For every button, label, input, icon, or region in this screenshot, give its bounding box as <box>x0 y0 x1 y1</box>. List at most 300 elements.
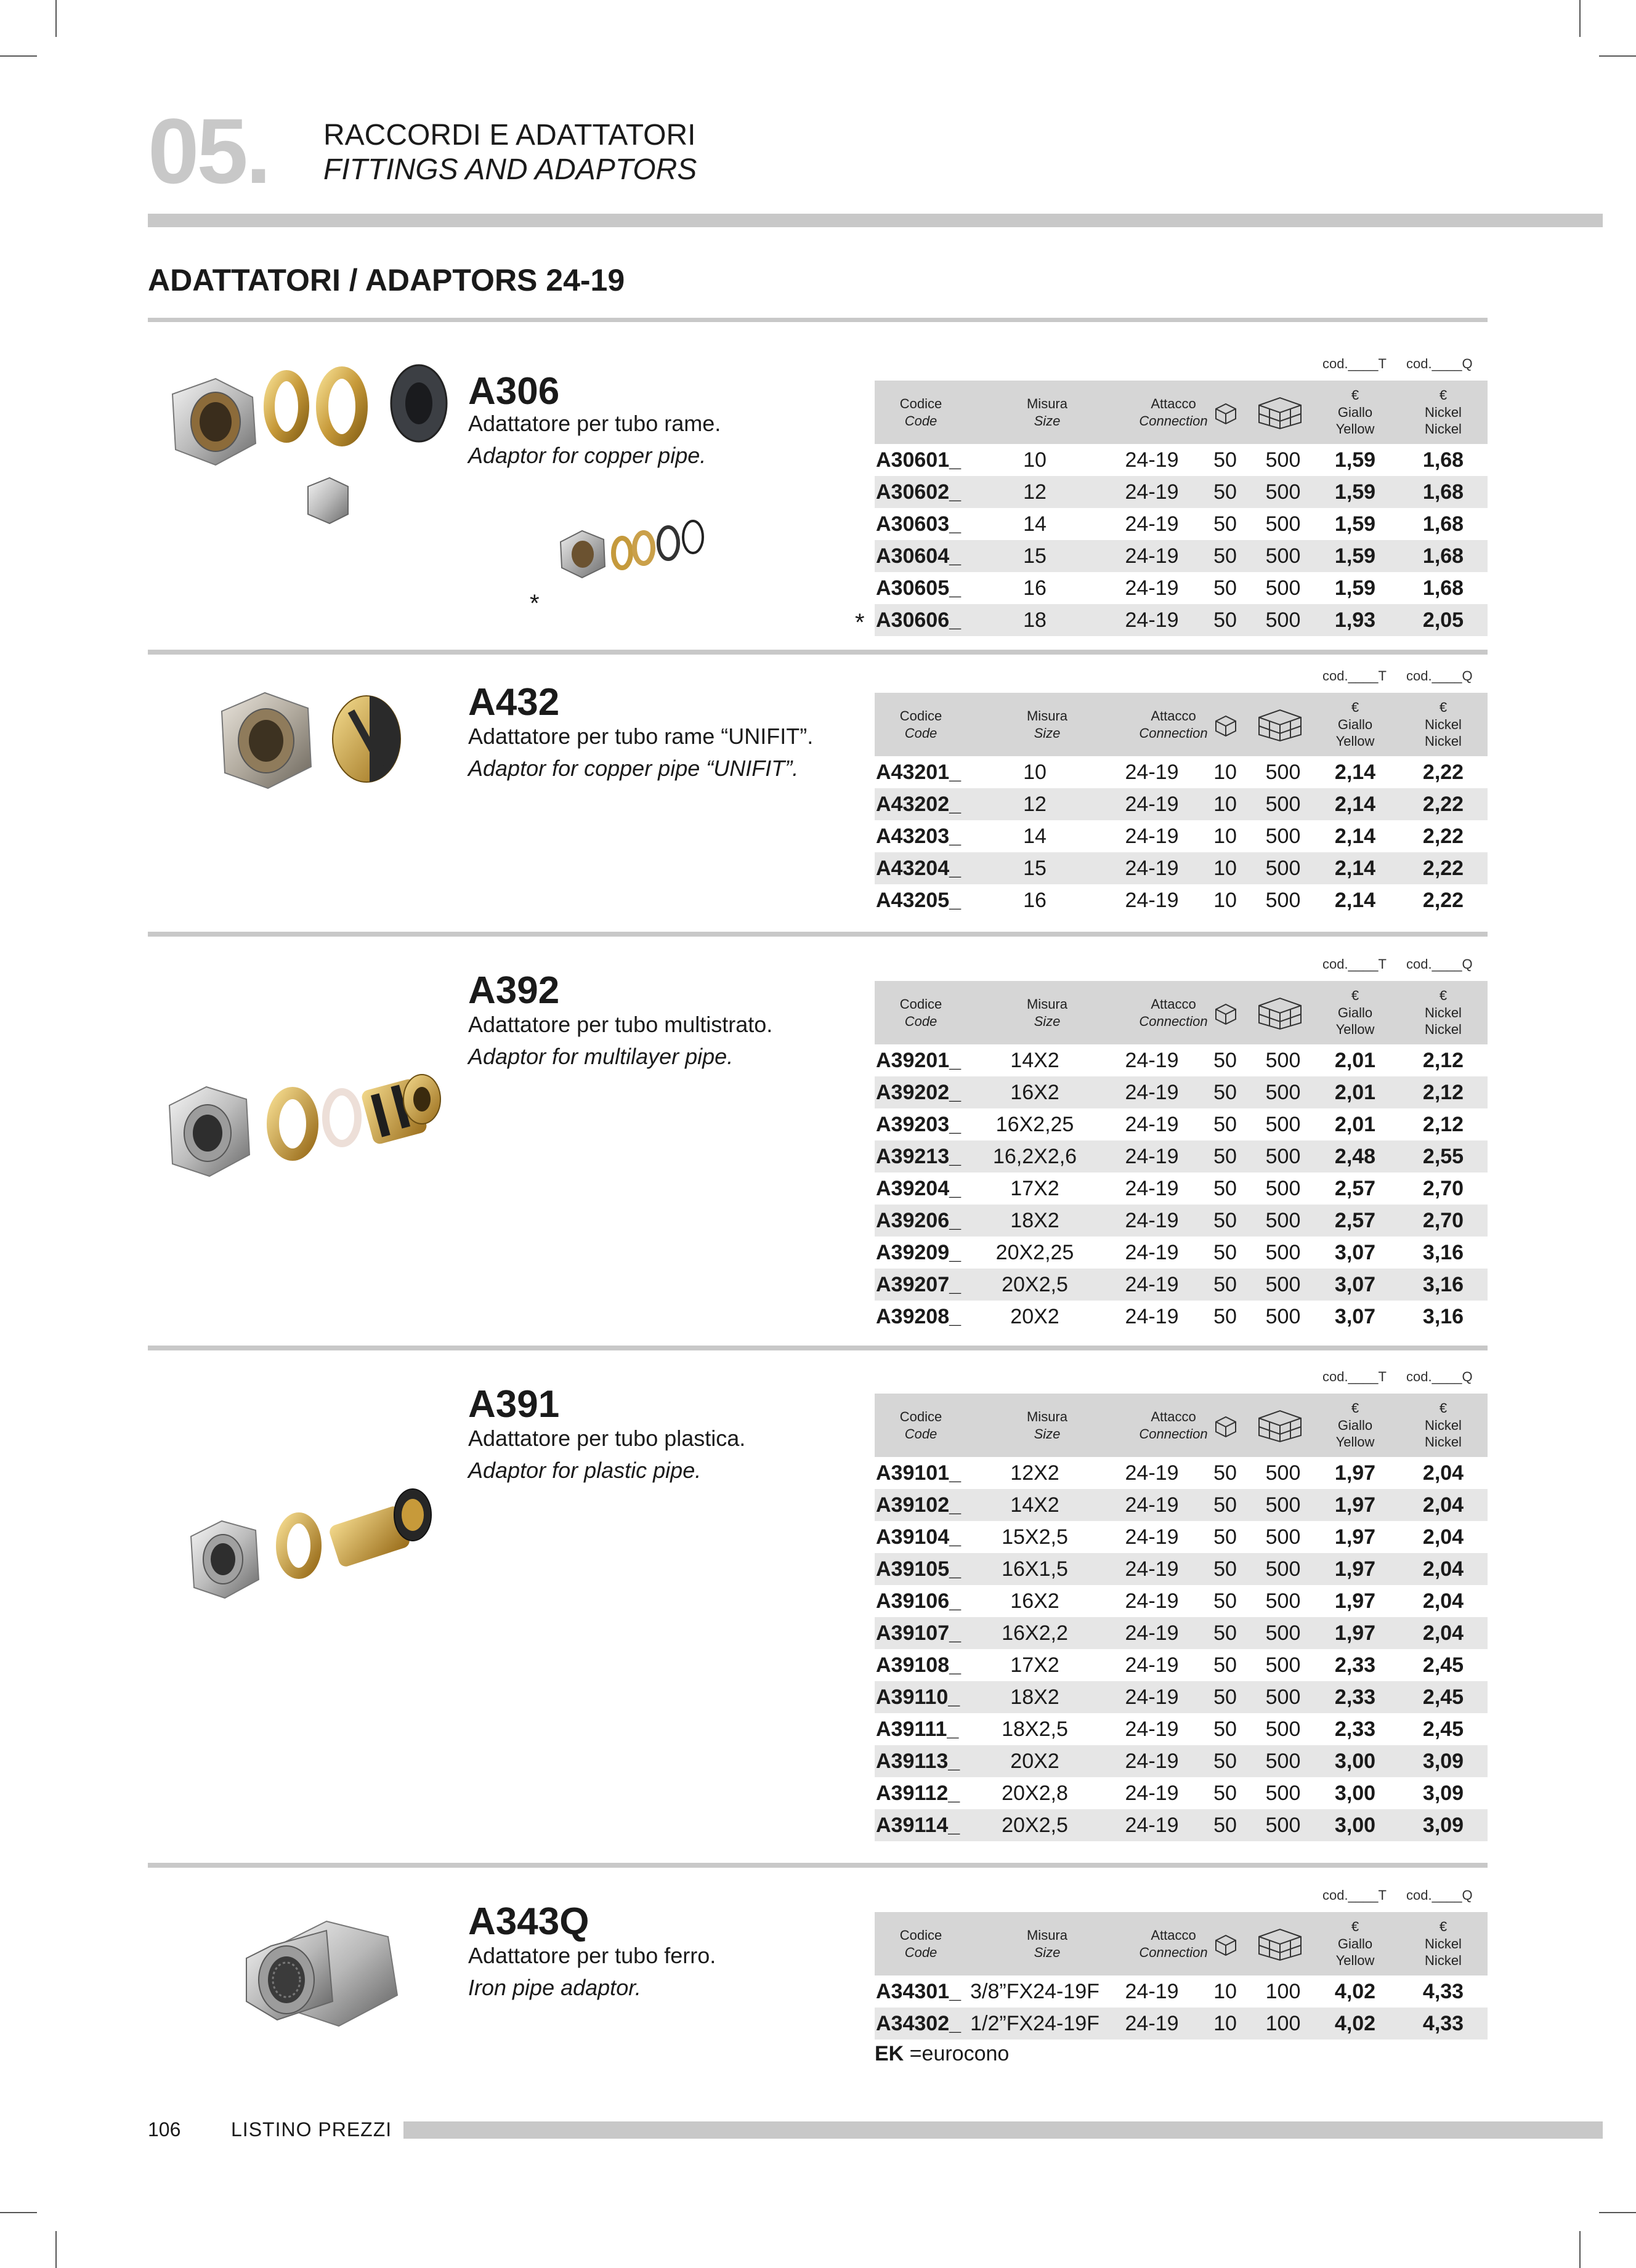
connection-cell: 24-19 <box>1125 1049 1179 1072</box>
a306-small-image <box>554 499 739 597</box>
table-row <box>875 572 1488 604</box>
large-pack-qty-cell: 500 <box>1265 1717 1301 1741</box>
table-row <box>875 1044 1488 1076</box>
crop-mark <box>55 2231 57 2268</box>
header-text: € <box>1351 988 1359 1004</box>
table-row <box>875 756 1488 788</box>
header-text: Code <box>904 725 937 741</box>
size-cell: 18X2,5 <box>1002 1717 1068 1741</box>
product-item-code: A34302_ <box>876 2012 962 2035</box>
price-yellow-cell: 1,59 <box>1334 512 1376 536</box>
price-yellow-cell: 2,01 <box>1334 1049 1376 1072</box>
table-row <box>875 1777 1488 1809</box>
price-nickel-cell: 3,16 <box>1422 1241 1464 1264</box>
price-nickel-cell: 2,22 <box>1422 793 1464 816</box>
price-yellow-cell: 1,97 <box>1334 1589 1376 1613</box>
price-nickel-cell: 3,09 <box>1422 1814 1464 1837</box>
price-yellow-cell: 2,14 <box>1334 793 1376 816</box>
small-box-icon <box>1212 1912 1239 1975</box>
connection-cell: 24-19 <box>1125 1717 1179 1741</box>
size-cell: 14X2 <box>1010 1493 1059 1517</box>
header-cell <box>875 1912 967 1975</box>
size-cell: 16X2,25 <box>995 1113 1074 1136</box>
price-nickel-cell: 2,45 <box>1422 1685 1464 1709</box>
header-text: Nickel <box>1425 1417 1462 1433</box>
size-cell: 3/8”FX24-19F <box>970 1980 1099 2003</box>
a432-product-image <box>209 680 431 804</box>
small-pack-qty-cell: 50 <box>1213 480 1237 504</box>
size-cell: 12 <box>1023 793 1047 816</box>
price-yellow-cell: 2,33 <box>1334 1685 1376 1709</box>
table-row <box>875 1521 1488 1553</box>
eurocono-note <box>875 2043 1009 2064</box>
size-cell: 16X2 <box>1010 1589 1059 1613</box>
header-text: Yellow <box>1335 1434 1375 1450</box>
price-yellow-cell: 2,33 <box>1334 1717 1376 1741</box>
large-pack-qty-cell: 500 <box>1265 1209 1301 1232</box>
size-cell: 16 <box>1023 889 1047 912</box>
size-cell: 12 <box>1023 480 1047 504</box>
large-pack-qty-cell: 500 <box>1265 1273 1301 1296</box>
large-pack-qty-cell: 100 <box>1265 2012 1301 2035</box>
small-pack-qty-cell: 50 <box>1213 448 1237 472</box>
header-text: Attacco <box>1151 1409 1196 1424</box>
large-pack-qty-cell: 500 <box>1265 761 1301 784</box>
crop-mark <box>1579 0 1581 37</box>
table-row <box>875 1489 1488 1521</box>
a391-product-image <box>185 1478 443 1620</box>
price-nickel-cell: 1,68 <box>1422 576 1464 600</box>
product-description-it: Adattatore per tubo plastica. <box>468 1426 746 1451</box>
header-text: Connection <box>1139 1426 1208 1442</box>
price-nickel-cell: 3,09 <box>1422 1782 1464 1805</box>
price-nickel-cell: 2,04 <box>1422 1589 1464 1613</box>
header-text: € <box>1351 700 1359 716</box>
header-text: Nickel <box>1425 1004 1462 1020</box>
price-nickel-cell: 2,05 <box>1422 608 1464 632</box>
price-yellow-cell: 1,97 <box>1334 1525 1376 1549</box>
price-nickel-cell: 1,68 <box>1422 544 1464 568</box>
large-pack-qty-cell: 500 <box>1265 1621 1301 1645</box>
price-nickel-cell: 4,33 <box>1422 2012 1464 2035</box>
price-yellow-cell: 2,57 <box>1334 1209 1376 1232</box>
cod-t-label: cod.____T <box>1322 668 1387 684</box>
size-cell: 17X2 <box>1010 1177 1059 1200</box>
header-text: Connection <box>1139 725 1208 741</box>
footer-label: LISTINO PREZZI <box>231 2118 392 2141</box>
connection-cell: 24-19 <box>1125 1145 1179 1168</box>
header-text: Misura <box>1026 1409 1067 1424</box>
header-cell <box>875 1394 967 1457</box>
connection-cell: 24-19 <box>1125 1980 1179 2003</box>
header-text: Giallo <box>1337 1004 1373 1020</box>
small-pack-qty-cell: 50 <box>1213 1717 1237 1741</box>
footer-bar <box>403 2121 1603 2139</box>
cod-q-label: cod.____Q <box>1406 956 1473 972</box>
small-pack-qty-cell: 10 <box>1213 825 1237 848</box>
table-header <box>875 1394 1488 1457</box>
header-text: Size <box>1034 1944 1061 1960</box>
price-yellow-cell: 1,93 <box>1334 608 1376 632</box>
header-text: Connection <box>1139 1944 1208 1960</box>
large-box-icon <box>1257 1394 1303 1457</box>
price-nickel-cell: 2,45 <box>1422 1653 1464 1677</box>
connection-cell: 24-19 <box>1125 512 1179 536</box>
connection-cell: 24-19 <box>1125 544 1179 568</box>
connection-cell: 24-19 <box>1125 576 1179 600</box>
size-cell: 1/2”FX24-19F <box>970 2012 1099 2035</box>
product-item-code: A39105_ <box>876 1557 962 1581</box>
price-nickel-cell: 2,70 <box>1422 1177 1464 1200</box>
price-yellow-cell: 2,14 <box>1334 889 1376 912</box>
header-cell <box>998 381 1096 444</box>
image-star-note: * <box>530 590 540 617</box>
chapter-title-it: RACCORDI E ADATTATORI <box>323 119 696 151</box>
small-pack-qty-cell: 50 <box>1213 1113 1237 1136</box>
connection-cell: 24-19 <box>1125 1557 1179 1581</box>
header-cell <box>1403 381 1483 444</box>
header-text: Yellow <box>1335 1953 1375 1969</box>
small-pack-qty-cell: 50 <box>1213 608 1237 632</box>
header-text: Code <box>904 1426 937 1442</box>
size-cell: 15 <box>1023 857 1047 880</box>
price-yellow-cell: 3,07 <box>1334 1241 1376 1264</box>
connection-cell: 24-19 <box>1125 1177 1179 1200</box>
size-cell: 16 <box>1023 576 1047 600</box>
large-pack-qty-cell: 500 <box>1265 793 1301 816</box>
connection-cell: 24-19 <box>1125 761 1179 784</box>
header-text: Nickel <box>1425 1953 1462 1969</box>
product-code: A432 <box>468 681 560 724</box>
header-cell <box>998 981 1096 1044</box>
header-cell <box>998 1912 1096 1975</box>
connection-cell: 24-19 <box>1125 1493 1179 1517</box>
header-text: Nickel <box>1425 1935 1462 1951</box>
price-yellow-cell: 1,59 <box>1334 448 1376 472</box>
large-pack-qty-cell: 500 <box>1265 1653 1301 1677</box>
size-cell: 20X2,5 <box>1002 1814 1068 1837</box>
header-text: Attacco <box>1151 1927 1196 1943</box>
header-text: € <box>1351 1919 1359 1935</box>
product-item-code: A39201_ <box>876 1049 962 1072</box>
small-pack-qty-cell: 50 <box>1213 1145 1237 1168</box>
large-pack-qty-cell: 500 <box>1265 1525 1301 1549</box>
large-pack-qty-cell: 500 <box>1265 448 1301 472</box>
small-pack-qty-cell: 50 <box>1213 1305 1237 1328</box>
table-row <box>875 1975 1488 2008</box>
table-row <box>875 508 1488 540</box>
connection-cell: 24-19 <box>1125 1525 1179 1549</box>
connection-cell: 24-19 <box>1125 1782 1179 1805</box>
header-cell <box>1403 693 1483 756</box>
size-cell: 15 <box>1023 544 1047 568</box>
section-rule <box>148 318 1488 322</box>
product-item-code: A39101_ <box>876 1461 962 1485</box>
table-row <box>875 1809 1488 1841</box>
table-row <box>875 1585 1488 1617</box>
price-yellow-cell: 2,33 <box>1334 1653 1376 1677</box>
price-yellow-cell: 2,57 <box>1334 1177 1376 1200</box>
header-text: Giallo <box>1337 1935 1373 1951</box>
header-text: Connection <box>1139 413 1208 429</box>
size-cell: 12X2 <box>1010 1461 1059 1485</box>
product-item-code: A39113_ <box>876 1749 960 1773</box>
product-item-code: A39108_ <box>876 1653 962 1677</box>
product-description-en: Adaptor for copper pipe “UNIFIT”. <box>468 756 799 781</box>
product-item-code: A43205_ <box>876 889 962 912</box>
header-text: € <box>1439 700 1448 716</box>
connection-cell: 24-19 <box>1125 1589 1179 1613</box>
product-description-it: Adattatore per tubo multistrato. <box>468 1012 773 1037</box>
large-pack-qty-cell: 500 <box>1265 544 1301 568</box>
price-yellow-cell: 3,00 <box>1334 1814 1376 1837</box>
price-yellow-cell: 2,14 <box>1334 761 1376 784</box>
large-pack-qty-cell: 500 <box>1265 857 1301 880</box>
price-yellow-cell: 3,07 <box>1334 1305 1376 1328</box>
price-nickel-cell: 2,22 <box>1422 857 1464 880</box>
product-divider <box>148 932 1488 937</box>
price-nickel-cell: 2,04 <box>1422 1493 1464 1517</box>
size-cell: 20X2,5 <box>1002 1273 1068 1296</box>
product-item-code: A39102_ <box>876 1493 962 1517</box>
small-pack-qty-cell: 50 <box>1213 1814 1237 1837</box>
product-item-code: A43204_ <box>876 857 962 880</box>
product-divider <box>148 1863 1488 1868</box>
section-title: ADATTATORI / ADAPTORS 24-19 <box>148 263 625 297</box>
size-cell: 14 <box>1023 512 1047 536</box>
product-item-code: A30606_ <box>876 608 962 632</box>
small-pack-qty-cell: 50 <box>1213 1081 1237 1104</box>
header-text: Attacco <box>1151 996 1196 1012</box>
crop-mark <box>0 2212 37 2213</box>
product-description-it: Adattatore per tubo ferro. <box>468 1943 716 1968</box>
small-pack-qty-cell: 10 <box>1213 1980 1237 2003</box>
header-text: Code <box>904 1013 937 1029</box>
small-pack-qty-cell: 10 <box>1213 857 1237 880</box>
table-row <box>875 788 1488 820</box>
product-item-code: A39208_ <box>876 1305 962 1328</box>
large-pack-qty-cell: 500 <box>1265 1145 1301 1168</box>
small-pack-qty-cell: 50 <box>1213 544 1237 568</box>
product-item-code: A34301_ <box>876 1980 962 2003</box>
connection-cell: 24-19 <box>1125 1749 1179 1773</box>
large-pack-qty-cell: 500 <box>1265 1589 1301 1613</box>
small-pack-qty-cell: 10 <box>1213 889 1237 912</box>
table-row <box>875 1140 1488 1172</box>
small-pack-qty-cell: 50 <box>1213 1525 1237 1549</box>
product-item-code: A39107_ <box>876 1621 962 1645</box>
small-pack-qty-cell: 50 <box>1213 1749 1237 1773</box>
header-cell <box>875 381 967 444</box>
table-row <box>875 1269 1488 1301</box>
connection-cell: 24-19 <box>1125 1241 1179 1264</box>
header-text: Codice <box>899 1409 942 1424</box>
header-cell <box>1315 1394 1395 1457</box>
header-bar <box>148 214 1603 227</box>
product-item-code: A39114_ <box>876 1814 960 1837</box>
price-nickel-cell: 4,33 <box>1422 1980 1464 2003</box>
large-box-icon <box>1257 981 1303 1044</box>
small-pack-qty-cell: 50 <box>1213 1685 1237 1709</box>
header-text: € <box>1439 988 1448 1004</box>
table-row <box>875 604 1488 636</box>
connection-cell: 24-19 <box>1125 793 1179 816</box>
page-number: 106 <box>148 2118 181 2141</box>
cod-q-label: cod.____Q <box>1406 668 1473 684</box>
chapter-title-en: FITTINGS AND ADAPTORS <box>323 153 697 186</box>
table-header <box>875 1912 1488 1975</box>
connection-cell: 24-19 <box>1125 1621 1179 1645</box>
small-pack-qty-cell: 10 <box>1213 761 1237 784</box>
header-cell <box>1315 381 1395 444</box>
small-pack-qty-cell: 50 <box>1213 512 1237 536</box>
a392-product-image <box>163 1056 459 1192</box>
small-pack-qty-cell: 50 <box>1213 1589 1237 1613</box>
table-row <box>875 1172 1488 1205</box>
price-nickel-cell: 1,68 <box>1422 448 1464 472</box>
product-item-code: A43203_ <box>876 825 962 848</box>
large-pack-qty-cell: 500 <box>1265 889 1301 912</box>
header-text: Size <box>1034 725 1061 741</box>
size-cell: 14X2 <box>1010 1049 1059 1072</box>
small-pack-qty-cell: 50 <box>1213 1782 1237 1805</box>
table-row <box>875 1457 1488 1489</box>
price-nickel-cell: 2,70 <box>1422 1209 1464 1232</box>
large-pack-qty-cell: 500 <box>1265 480 1301 504</box>
product-code: A391 <box>468 1383 560 1426</box>
header-text: Giallo <box>1337 404 1373 420</box>
size-cell: 16X1,5 <box>1002 1557 1068 1581</box>
size-cell: 20X2 <box>1010 1749 1059 1773</box>
small-pack-qty-cell: 50 <box>1213 1493 1237 1517</box>
header-text: Size <box>1034 1426 1061 1442</box>
product-description-en: Adaptor for plastic pipe. <box>468 1458 702 1483</box>
connection-cell: 24-19 <box>1125 448 1179 472</box>
large-pack-qty-cell: 500 <box>1265 825 1301 848</box>
large-box-icon <box>1257 381 1303 444</box>
header-text: € <box>1439 387 1448 403</box>
connection-cell: 24-19 <box>1125 1113 1179 1136</box>
size-cell: 18 <box>1023 608 1047 632</box>
product-item-code: A39209_ <box>876 1241 962 1264</box>
connection-cell: 24-19 <box>1125 1305 1179 1328</box>
price-nickel-cell: 2,22 <box>1422 825 1464 848</box>
product-description-en: Adaptor for copper pipe. <box>468 443 707 468</box>
price-yellow-cell: 4,02 <box>1334 1980 1376 2003</box>
header-text: Codice <box>899 708 942 724</box>
header-text: Codice <box>899 1927 942 1943</box>
header-cell <box>875 693 967 756</box>
large-pack-qty-cell: 500 <box>1265 1113 1301 1136</box>
product-description-en: Iron pipe adaptor. <box>468 1975 641 2000</box>
product-item-code: A39206_ <box>876 1209 962 1232</box>
product-item-code: A39207_ <box>876 1273 962 1296</box>
small-pack-qty-cell: 50 <box>1213 1177 1237 1200</box>
table-row <box>875 1108 1488 1140</box>
price-yellow-cell: 2,01 <box>1334 1113 1376 1136</box>
large-pack-qty-cell: 500 <box>1265 608 1301 632</box>
header-text: Misura <box>1026 396 1067 411</box>
header-text: Misura <box>1026 708 1067 724</box>
small-pack-qty-cell: 50 <box>1213 1273 1237 1296</box>
product-item-code: A30602_ <box>876 480 962 504</box>
large-pack-qty-cell: 500 <box>1265 1241 1301 1264</box>
size-cell: 17X2 <box>1010 1653 1059 1677</box>
large-pack-qty-cell: 500 <box>1265 1305 1301 1328</box>
product-item-code: A39204_ <box>876 1177 962 1200</box>
table-row <box>875 476 1488 508</box>
price-yellow-cell: 2,01 <box>1334 1081 1376 1104</box>
large-box-icon <box>1257 693 1303 756</box>
product-item-code: A43201_ <box>876 761 962 784</box>
header-cell <box>1403 1394 1483 1457</box>
large-pack-qty-cell: 500 <box>1265 1177 1301 1200</box>
product-item-code: A30604_ <box>876 544 962 568</box>
table-row <box>875 1553 1488 1585</box>
size-cell: 18X2 <box>1010 1209 1059 1232</box>
table-header <box>875 981 1488 1044</box>
connection-cell: 24-19 <box>1125 825 1179 848</box>
small-box-icon <box>1212 1394 1239 1457</box>
header-text: Misura <box>1026 1927 1067 1943</box>
product-item-code: A39110_ <box>876 1685 960 1709</box>
connection-cell: 24-19 <box>1125 480 1179 504</box>
cod-q-label: cod.____Q <box>1406 1369 1473 1384</box>
header-text: Giallo <box>1337 716 1373 732</box>
large-pack-qty-cell: 500 <box>1265 1461 1301 1485</box>
small-box-icon <box>1212 693 1239 756</box>
large-pack-qty-cell: 500 <box>1265 1081 1301 1104</box>
price-nickel-cell: 2,45 <box>1422 1717 1464 1741</box>
connection-cell: 24-19 <box>1125 1653 1179 1677</box>
product-item-code: A39111_ <box>876 1717 959 1741</box>
table-row <box>875 1076 1488 1108</box>
price-yellow-cell: 3,00 <box>1334 1782 1376 1805</box>
cod-t-label: cod.____T <box>1322 1369 1387 1384</box>
price-yellow-cell: 1,97 <box>1334 1461 1376 1485</box>
size-cell: 18X2 <box>1010 1685 1059 1709</box>
product-item-code: A39213_ <box>876 1145 962 1168</box>
header-text: Size <box>1034 1013 1061 1029</box>
eurocono-text: =eurocono <box>904 2042 1010 2065</box>
price-yellow-cell: 1,59 <box>1334 544 1376 568</box>
crop-mark <box>1599 2212 1636 2213</box>
price-nickel-cell: 2,55 <box>1422 1145 1464 1168</box>
large-box-icon <box>1257 1912 1303 1975</box>
header-text: Code <box>904 413 937 429</box>
small-pack-qty-cell: 50 <box>1213 1653 1237 1677</box>
cod-q-label: cod.____Q <box>1406 356 1473 371</box>
cod-t-label: cod.____T <box>1322 956 1387 972</box>
header-cell <box>1315 981 1395 1044</box>
header-cell <box>1403 981 1483 1044</box>
table-row <box>875 2008 1488 2040</box>
connection-cell: 24-19 <box>1125 1209 1179 1232</box>
small-box-icon <box>1212 381 1239 444</box>
connection-cell: 24-19 <box>1125 1273 1179 1296</box>
large-pack-qty-cell: 100 <box>1265 1980 1301 2003</box>
size-cell: 10 <box>1023 448 1047 472</box>
product-item-code: A39104_ <box>876 1525 962 1549</box>
header-text: € <box>1439 1400 1448 1416</box>
price-nickel-cell: 3,16 <box>1422 1305 1464 1328</box>
small-pack-qty-cell: 50 <box>1213 576 1237 600</box>
price-nickel-cell: 2,22 <box>1422 889 1464 912</box>
price-nickel-cell: 3,09 <box>1422 1749 1464 1773</box>
product-description-en: Adaptor for multilayer pipe. <box>468 1044 734 1069</box>
size-cell: 10 <box>1023 761 1047 784</box>
product-item-code: A30605_ <box>876 576 962 600</box>
